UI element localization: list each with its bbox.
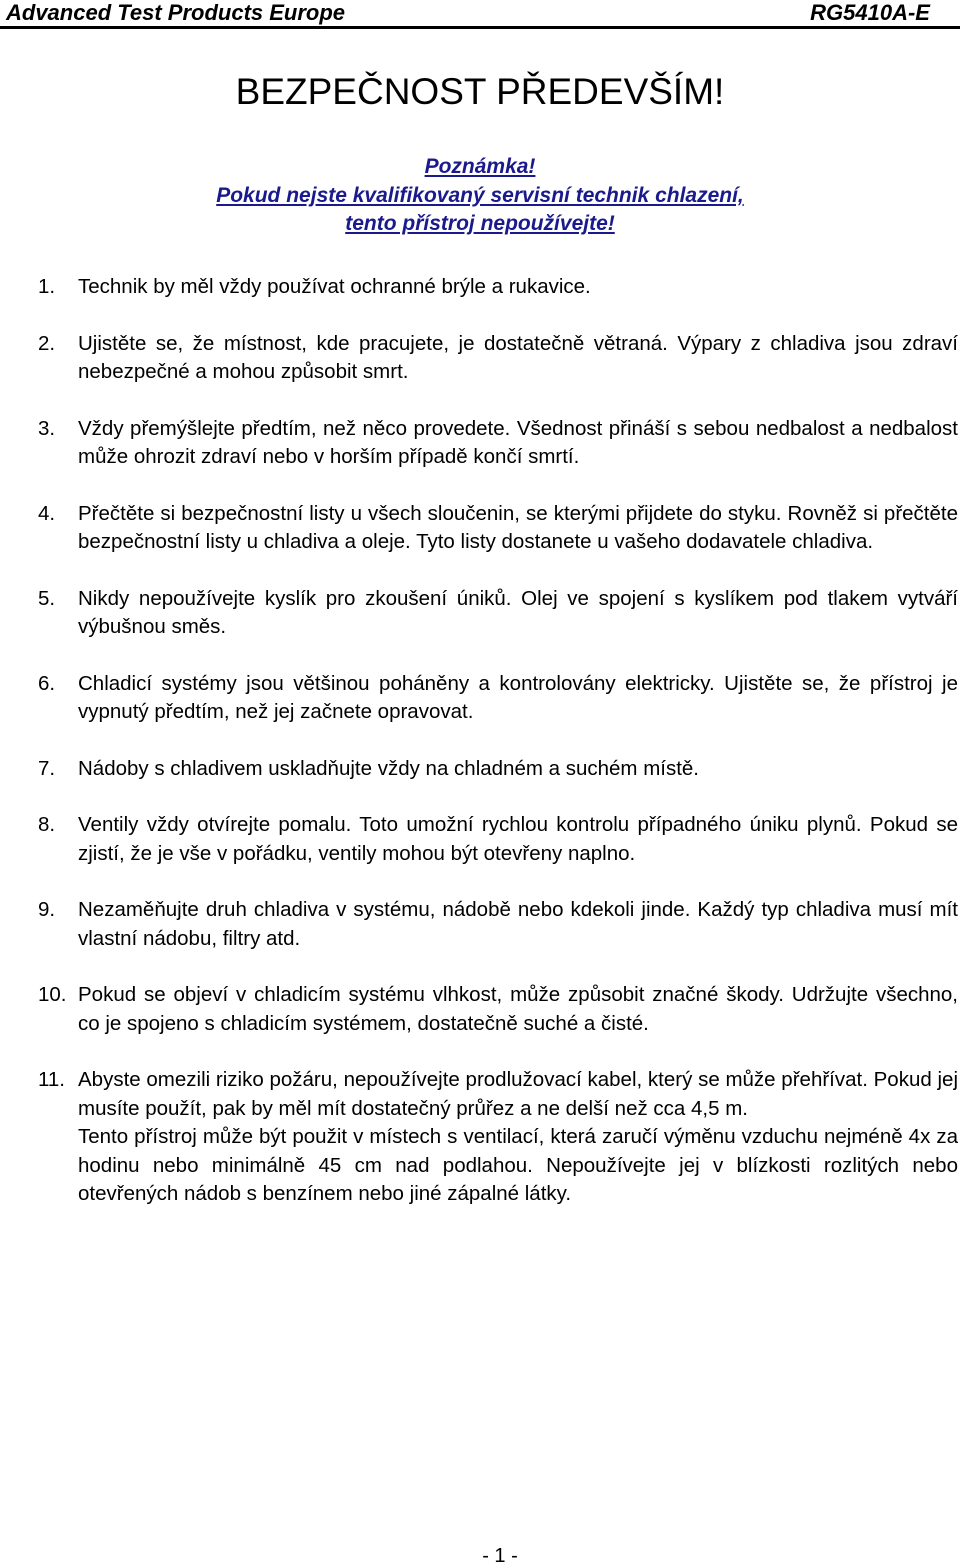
item-number: 3. [38, 416, 56, 440]
item-number: 6. [38, 671, 56, 695]
list-item [38, 415, 958, 472]
item-number: 10. [38, 983, 67, 1006]
list-item [38, 500, 958, 557]
header-divider [0, 26, 960, 29]
item-number: 5. [38, 586, 56, 610]
note-label: Poznámka! [424, 155, 536, 178]
item-number: 1. [38, 275, 56, 298]
warning-note [0, 153, 960, 239]
item-text: Vždy přemýšlejte předtím, než něco provedete. Všednost přináší s sebou nedbalost a nedbalost může ohrozit zdraví nebo v horším případě končí smrtí. [78, 416, 958, 468]
safety-list [38, 273, 958, 1209]
item-text: Přečtěte si bezpečnostní listy u všech sloučenin, se kterými přijdete do styku. Rovněž si přečtěte bezpečnostní listy u chladiva a oleje. Tyto listy dostanete u vašeho dodavatele chladiva. [78, 501, 958, 553]
list-item [38, 273, 958, 302]
item-text-continued: Tento přístroj může být použit v místech s ventilací, která zaručí výměnu vzduchu nejméně 4x za hodinu nebo minimálně 45 cm nad podlahou. Nepoužívejte jej v blízkosti rozlitých nebo otevřených nádob s benzínem nebo jiné zápalné látky. [78, 1125, 958, 1205]
item-text: Ventily vždy otvírejte pomalu. Toto umožní rychlou kontrolu případného úniku plynů. Pokud se zjistí, že je vše v pořádku, ventily mohou být otevřeny naplno. [78, 813, 958, 865]
page-header [0, 0, 960, 30]
item-text: Nikdy nepoužívejte kyslík pro zkoušení úniků. Olej ve spojení s kyslíkem pod tlakem vytváří výbušnou směs. [78, 586, 958, 638]
list-item [38, 1066, 958, 1209]
note-line-1: Pokud nejste kvalifikovaný servisní technik chlazení, [216, 183, 744, 207]
list-item [38, 670, 958, 727]
item-number: 4. [38, 501, 56, 525]
model-number: RG5410A-E [810, 0, 930, 25]
list-item [38, 811, 958, 868]
item-number: 8. [38, 813, 56, 836]
item-text: Ujistěte se, že místnost, kde pracujete, je dostatečně větraná. Výpary z chladiva jsou zdraví nebezpečné a mohou způsobit smrt. [78, 331, 958, 383]
item-number: 7. [38, 756, 56, 780]
item-number: 11. [38, 1068, 65, 1091]
note-line-2: tento přístroj nepoužívejte! [345, 212, 615, 235]
item-text: Technik by měl vždy používat ochranné brýle a rukavice. [78, 275, 591, 298]
page-title: BEZPEČNOST PŘEDEVŠÍM! [235, 71, 725, 112]
item-text: Nezaměňujte druh chladiva v systému, nádobě nebo kdekoli jinde. Každý typ chladiva musí mít vlastní nádobu, filtry atd. [78, 898, 958, 950]
list-item [38, 585, 958, 642]
item-text: Abyste omezili riziko požáru, nepoužívejte prodlužovací kabel, který se může přehřívat. Pokud jej musíte použít, pak by měl mít dostatečný průřez a ne delší než cca 4,5 m. [78, 1068, 958, 1120]
company-name: Advanced Test Products Europe [6, 0, 346, 25]
list-item [38, 981, 958, 1038]
list-item [38, 755, 958, 784]
item-text: Pokud se objeví v chladicím systému vlhkost, může způsobit značné škody. Udržujte všechno, co je spojeno s chladicím systémem, dostatečně suché a čisté. [78, 983, 958, 1035]
item-number: 9. [38, 898, 56, 921]
list-item [38, 896, 958, 953]
list-item [38, 330, 958, 387]
item-number: 2. [38, 331, 56, 355]
page-number: - 1 - [482, 1545, 518, 1567]
item-text: Chladicí systémy jsou většinou poháněny a kontrolovány elektricky. Ujistěte se, že přístroj je vypnutý předtím, než jej začnete opravovat. [78, 671, 958, 723]
item-text: Nádoby s chladivem uskladňujte vždy na chladném a suchém místě. [78, 756, 700, 780]
